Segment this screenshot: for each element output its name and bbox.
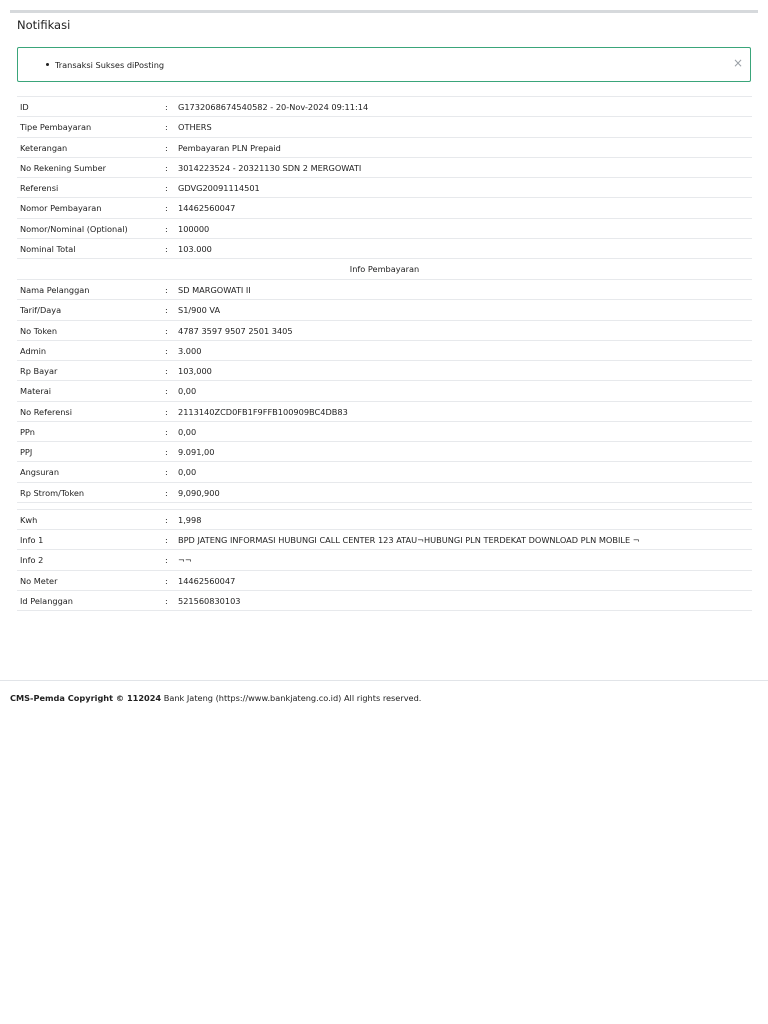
table-row bbox=[17, 529, 752, 549]
row-label: PPn bbox=[20, 426, 35, 437]
table-row bbox=[17, 238, 752, 258]
row-label: Kwh bbox=[20, 514, 38, 525]
success-alert bbox=[17, 47, 751, 82]
row-label: Tipe Pembayaran bbox=[20, 122, 92, 133]
table-row bbox=[17, 299, 752, 319]
row-separator: : bbox=[165, 122, 168, 133]
table-row bbox=[17, 401, 752, 421]
table-row bbox=[17, 570, 752, 590]
payment-info-group bbox=[17, 279, 752, 502]
row-value: S1/900 VA bbox=[178, 305, 221, 316]
alert-message: Transaksi Sukses diPosting bbox=[55, 60, 165, 70]
row-separator: : bbox=[165, 406, 168, 417]
row-value: 9,090,900 bbox=[178, 487, 220, 498]
table-row bbox=[17, 549, 752, 569]
card-title: Notifikasi bbox=[17, 18, 71, 32]
row-separator: : bbox=[165, 487, 168, 498]
row-label: Materai bbox=[20, 386, 51, 397]
row-label: Nama Pelanggan bbox=[20, 285, 90, 295]
row-separator: : bbox=[165, 325, 168, 336]
row-separator: : bbox=[165, 575, 168, 586]
row-separator: : bbox=[165, 595, 168, 606]
row-separator: : bbox=[165, 555, 168, 566]
row-value: 521560830103 bbox=[178, 595, 241, 606]
row-label: Id Pelanggan bbox=[20, 595, 73, 606]
table-row bbox=[17, 116, 752, 136]
table-row bbox=[17, 218, 752, 238]
row-separator: : bbox=[165, 535, 168, 545]
row-value: 4787 3597 9507 2501 3405 bbox=[178, 325, 293, 336]
row-label: Keterangan bbox=[20, 142, 68, 153]
table-row bbox=[17, 279, 752, 299]
row-separator: : bbox=[165, 142, 168, 153]
row-value: 0,00 bbox=[178, 467, 197, 478]
row-separator: : bbox=[165, 386, 168, 397]
row-label: PPJ bbox=[20, 447, 33, 457]
close-icon[interactable]: × bbox=[732, 56, 743, 70]
table-row bbox=[17, 197, 752, 217]
row-value: ¬¬ bbox=[178, 555, 192, 566]
row-label: Angsuran bbox=[20, 467, 60, 478]
row-separator: : bbox=[165, 223, 168, 234]
row-separator: : bbox=[165, 305, 168, 316]
row-value: G1732068674540582 - 20-Nov-2024 09:11:14 bbox=[178, 102, 369, 112]
row-value: 14462560047 bbox=[178, 575, 236, 586]
row-label: Nominal Total bbox=[20, 243, 76, 254]
table-row bbox=[17, 590, 752, 610]
table-spacer bbox=[17, 502, 752, 509]
row-value: 100000 bbox=[178, 223, 210, 234]
row-label: Nomor Pembayaran bbox=[20, 203, 102, 214]
row-label: Rp Strom/Token bbox=[20, 487, 85, 498]
footer bbox=[10, 693, 421, 703]
table-row bbox=[17, 137, 752, 157]
row-label: Referensi bbox=[20, 183, 59, 193]
row-value: OTHERS bbox=[178, 122, 212, 133]
row-value: 0,00 bbox=[178, 386, 197, 397]
table-row bbox=[17, 320, 752, 340]
row-separator: : bbox=[165, 183, 168, 193]
row-value: Pembayaran PLN Prepaid bbox=[178, 142, 281, 153]
table-row bbox=[17, 157, 752, 177]
table-row bbox=[17, 441, 752, 461]
row-label: ID bbox=[20, 102, 29, 112]
row-label: Info 2 bbox=[20, 555, 44, 566]
row-separator: : bbox=[165, 426, 168, 437]
row-separator: : bbox=[165, 203, 168, 214]
row-value: 14462560047 bbox=[178, 203, 236, 214]
row-value: BPD JATENG INFORMASI HUBUNGI CALL CENTER 123 ATAU¬HUBUNGI PLN TERDEKAT DOWNLOAD PLN MOBILE ¬ bbox=[178, 535, 640, 545]
row-separator: : bbox=[165, 243, 168, 254]
row-label: Admin bbox=[20, 345, 47, 356]
row-value: 9.091,00 bbox=[178, 447, 215, 457]
row-separator: : bbox=[165, 345, 168, 356]
table-bottom-border bbox=[17, 610, 752, 611]
transaction-detail-table bbox=[17, 96, 752, 611]
row-value: 3.000 bbox=[178, 345, 202, 356]
row-label: No Meter bbox=[20, 575, 58, 586]
row-label: Nomor/Nominal (Optional) bbox=[20, 223, 128, 234]
footer-divider bbox=[0, 680, 768, 681]
row-value: 2113140ZCD0FB1F9FFB100909BC4DB83 bbox=[178, 406, 348, 417]
row-value: 3014223524 - 20321130 SDN 2 MERGOWATI bbox=[178, 162, 362, 173]
table-row bbox=[17, 509, 752, 529]
table-row bbox=[17, 380, 752, 400]
extra-info-group bbox=[17, 509, 752, 610]
row-value: 103.000 bbox=[178, 243, 212, 254]
table-row bbox=[17, 482, 752, 502]
details-group bbox=[17, 96, 752, 258]
footer-text: Bank Jateng (https://www.bankjateng.co.id) All rights reserved. bbox=[161, 693, 422, 703]
row-value: 0,00 bbox=[178, 426, 197, 437]
row-separator: : bbox=[165, 467, 168, 478]
table-row bbox=[17, 461, 752, 481]
row-separator: : bbox=[165, 102, 168, 112]
row-value: 1,998 bbox=[178, 514, 202, 525]
row-label: Info 1 bbox=[20, 535, 44, 545]
section-title-info-pembayaran: Info Pembayaran bbox=[17, 258, 752, 279]
row-value: SD MARGOWATI II bbox=[178, 285, 251, 295]
row-separator: : bbox=[165, 366, 168, 376]
row-label: Tarif/Daya bbox=[20, 305, 62, 316]
footer-brand: CMS-Pemda Copyright © 112024 bbox=[10, 693, 162, 703]
table-row bbox=[17, 177, 752, 197]
row-label: No Rekening Sumber bbox=[20, 162, 106, 173]
row-separator: : bbox=[165, 447, 168, 457]
row-value: 103,000 bbox=[178, 366, 212, 376]
table-row bbox=[17, 421, 752, 441]
row-separator: : bbox=[165, 162, 168, 173]
table-row bbox=[17, 340, 752, 360]
row-label: No Token bbox=[20, 325, 58, 336]
card-top-border bbox=[10, 10, 758, 13]
table-row bbox=[17, 360, 752, 380]
row-value: GDVG20091114501 bbox=[178, 183, 260, 193]
row-label: Rp Bayar bbox=[20, 366, 58, 376]
row-separator: : bbox=[165, 285, 168, 295]
row-label: No Referensi bbox=[20, 406, 72, 417]
table-row bbox=[17, 96, 752, 116]
row-separator: : bbox=[165, 514, 168, 525]
